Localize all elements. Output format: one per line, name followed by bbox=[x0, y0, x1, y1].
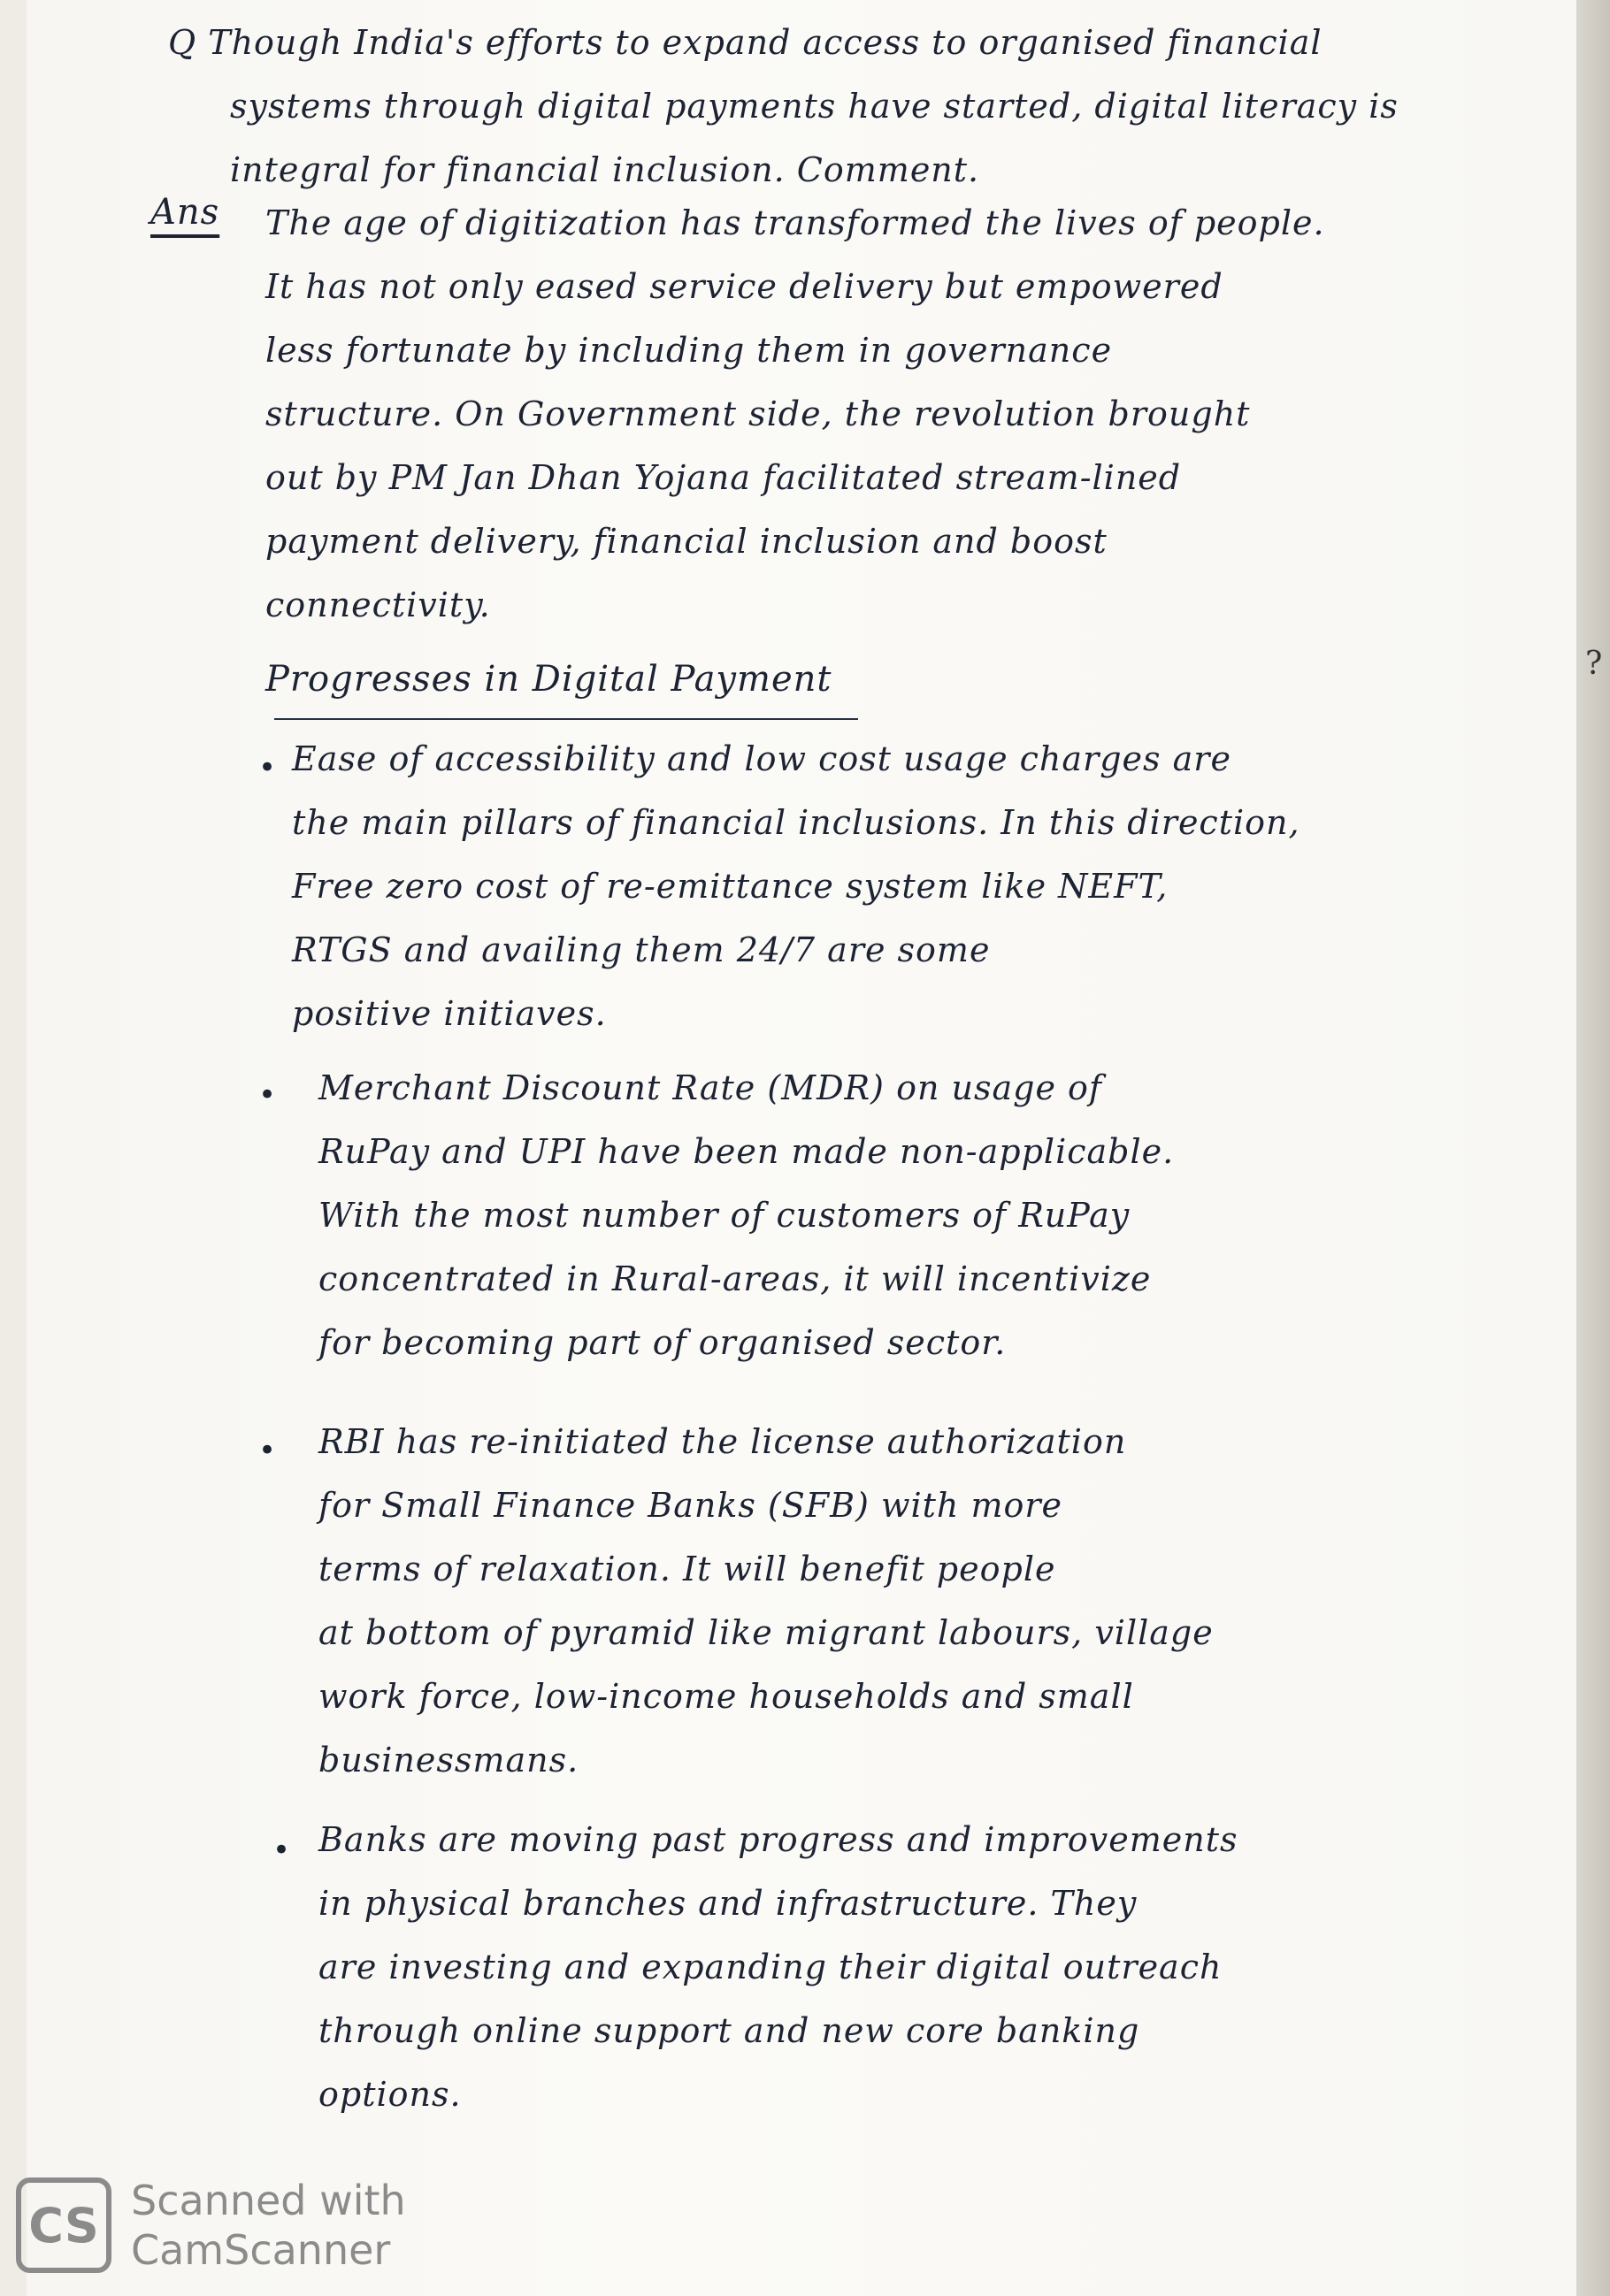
bullet-line: businessmans. bbox=[318, 1741, 579, 1779]
question-text bbox=[168, 16, 1399, 207]
bullet-line: terms of relaxation. It will benefit people bbox=[318, 1550, 1056, 1588]
watermark-line: CamScanner bbox=[131, 2226, 391, 2274]
intro-line: structure. On Government side, the revolution brought bbox=[265, 394, 1251, 433]
bullet-line: Merchant Discount Rate (MDR) on usage of bbox=[318, 1068, 1102, 1107]
bullet-line: in physical branches and infrastructure. They bbox=[318, 1884, 1138, 1923]
intro-line: out by PM Jan Dhan Yojana facilitated stream-lined bbox=[265, 458, 1182, 497]
page-edge bbox=[1576, 0, 1610, 2296]
bullet-line: With the most number of customers of RuPay bbox=[318, 1196, 1131, 1235]
section-heading: Progresses in Digital Payment bbox=[265, 659, 832, 700]
intro-paragraph bbox=[265, 196, 1415, 642]
watermark-text bbox=[131, 2176, 406, 2275]
intro-line: connectivity. bbox=[265, 585, 491, 624]
bullet-line: Ease of accessibility and low cost usage charges are bbox=[292, 739, 1231, 778]
bullet-line: work force, low-income households and small bbox=[318, 1677, 1134, 1716]
bullet-marker: • bbox=[272, 1833, 291, 1868]
answer-label: Ans bbox=[150, 192, 220, 233]
bullet-line: for becoming part of organised sector. bbox=[318, 1323, 1007, 1362]
heading-underline bbox=[274, 718, 858, 720]
question-line: integral for financial inclusion. Comment. bbox=[230, 150, 980, 189]
bullet-marker: • bbox=[258, 1077, 277, 1113]
bullet-marker: • bbox=[258, 750, 277, 785]
intro-line: payment delivery, financial inclusion and boost bbox=[265, 522, 1108, 561]
camscanner-logo-icon: CS bbox=[16, 2177, 111, 2273]
margin-mark: ? bbox=[1585, 646, 1603, 682]
bullet-line: at bottom of pyramid like migrant labours, village bbox=[318, 1613, 1214, 1652]
bullet-line: concentrated in Rural-areas, it will incentivize bbox=[318, 1259, 1152, 1298]
bullet-line: options. bbox=[318, 2075, 462, 2114]
intro-line: It has not only eased service delivery but empowered bbox=[265, 267, 1223, 306]
question-line: systems through digital payments have started, digital literacy is bbox=[230, 87, 1399, 126]
bullet-paragraph bbox=[318, 1061, 1174, 1380]
bullet-paragraph bbox=[292, 732, 1300, 1051]
notebook-page bbox=[27, 0, 1576, 2296]
intro-line: The age of digitization has transformed the lives of people. bbox=[265, 203, 1325, 242]
question-line: Q Though India's efforts to expand access to organised financial bbox=[168, 23, 1322, 62]
intro-line: less fortunate by including them in governance bbox=[265, 331, 1113, 370]
bullet-line: Banks are moving past progress and improvements bbox=[318, 1820, 1238, 1859]
bullet-line: RTGS and availing them 24/7 are some bbox=[292, 930, 991, 969]
camscanner-watermark bbox=[16, 2176, 406, 2275]
bullet-line: are investing and expanding their digital outreach bbox=[318, 1948, 1223, 1986]
bullet-line: RuPay and UPI have been made non-applicable. bbox=[318, 1132, 1175, 1171]
bullet-paragraph bbox=[318, 1813, 1238, 2131]
bullet-line: through online support and new core banking bbox=[318, 2011, 1140, 2050]
bullet-line: RBI has re-initiated the license authorization bbox=[318, 1422, 1127, 1461]
bullet-marker: • bbox=[258, 1433, 277, 1468]
bullet-line: Free zero cost of re-emittance system like NEFT, bbox=[292, 867, 1169, 906]
bullet-line: the main pillars of financial inclusions. In this direction, bbox=[292, 803, 1300, 842]
watermark-line: Scanned with bbox=[131, 2177, 406, 2224]
bullet-paragraph bbox=[318, 1415, 1214, 1797]
bullet-line: for Small Finance Banks (SFB) with more bbox=[318, 1486, 1063, 1525]
bullet-line: positive initiaves. bbox=[292, 994, 607, 1033]
